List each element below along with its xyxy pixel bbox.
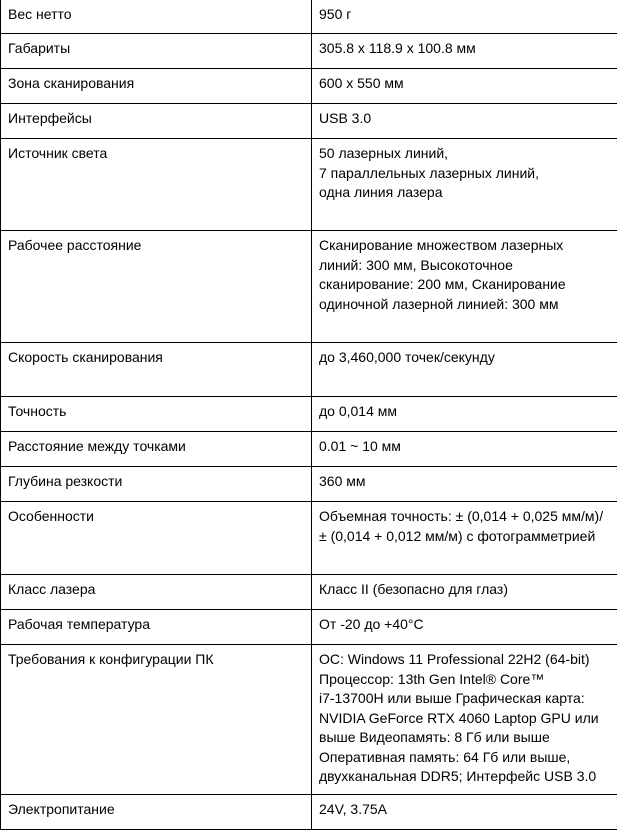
value-cell: 50 лазерных линий, 7 параллельных лазерных линий, одна линия лазера — [312, 139, 617, 231]
param-cell: Точность — [1, 397, 312, 432]
param-cell: Требования к конфигурации ПК — [1, 645, 312, 795]
param-cell: Рабочая температура — [1, 610, 312, 645]
param-cell: Особенности — [1, 502, 312, 575]
value-cell: 600 x 550 мм — [312, 69, 617, 104]
param-cell: Источник света — [1, 139, 312, 231]
param-cell: Интерфейсы — [1, 104, 312, 139]
value-cell: От -20 до +40°C — [312, 610, 617, 645]
table-row — [1, 645, 617, 795]
value-cell: 24V, 3.75A — [312, 795, 617, 830]
table-row — [1, 343, 617, 397]
param-cell: Расстояние между точками — [1, 432, 312, 467]
table-row — [1, 795, 617, 830]
value-cell: Объемная точность: ± (0,014 + 0,025 мм/м)/ ± (0,014 + 0,012 мм/м) с фотограмметрией — [312, 502, 617, 575]
param-cell: Глубина резкости — [1, 467, 312, 502]
value-cell: 305.8 x 118.9 x 100.8 мм — [312, 34, 617, 69]
value-cell: до 3,460,000 точек/секунду — [312, 343, 617, 397]
table-row — [1, 231, 617, 343]
table-row — [1, 502, 617, 575]
table-row — [1, 139, 617, 231]
param-cell: Рабочее расстояние — [1, 231, 312, 343]
value-cell: 360 мм — [312, 467, 617, 502]
param-cell: Класс лазера — [1, 575, 312, 610]
value-cell: до 0,014 мм — [312, 397, 617, 432]
table-row — [1, 397, 617, 432]
table-row — [1, 467, 617, 502]
param-cell: Электропитание — [1, 795, 312, 830]
value-cell: 950 г — [312, 0, 617, 34]
param-cell: Скорость сканирования — [1, 343, 312, 397]
table-row — [1, 0, 617, 34]
table-row — [1, 34, 617, 69]
param-cell: Зона сканирования — [1, 69, 312, 104]
table-row — [1, 575, 617, 610]
value-cell: Сканирование множеством лазерных линий: 300 мм, Высокоточное сканирование: 200 мм, Сканирование одиночной лазерной линией: 300 мм — [312, 231, 617, 343]
table-row — [1, 610, 617, 645]
value-cell: 0.01 ~ 10 мм — [312, 432, 617, 467]
value-cell: ОС: Windows 11 Professional 22H2 (64-bit) Процессор: 13th Gen Intel® Core™ i7-13700H или выше Графическая карта: NVIDIA GeForce RTX 4060 Laptop GPU или выше Видеопамять: 8 Гб или выше Оперативная память: 64 Гб или выше, двухканальная DDR5; Интерфейс USB 3.0 — [312, 645, 617, 795]
value-cell: USB 3.0 — [312, 104, 617, 139]
table-row — [1, 69, 617, 104]
param-cell: Габариты — [1, 34, 312, 69]
table-row — [1, 104, 617, 139]
value-cell: Класс II (безопасно для глаз) — [312, 575, 617, 610]
param-cell: Вес нетто — [1, 0, 312, 34]
table-row — [1, 432, 617, 467]
